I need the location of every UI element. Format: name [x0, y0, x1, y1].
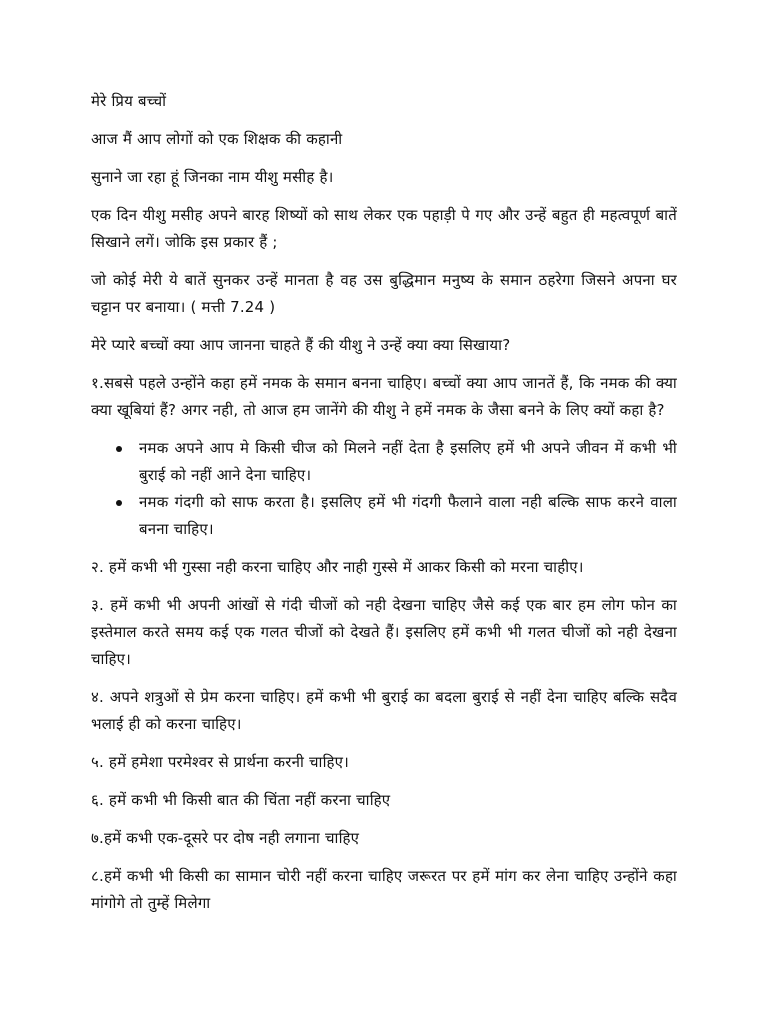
list-item — [91, 435, 677, 489]
paragraph-point-5: ५. हमें हमेशा परमेश्वर से प्रार्थना करनी चाहिए। — [91, 753, 350, 771]
paragraph-intro-continued: सुनाने जा रहा हूं जिनका नाम यीशु मसीह है। — [91, 168, 334, 186]
paragraph-scripture-quote: जो कोई मेरी ये बातें सुनकर उन्हें मानता है वह उस बुद्धिमान मनुष्य के समान ठहरेगा जिसने अपना घर चट्टान पर बनाया। ( मत्ती 7.24 ) — [91, 271, 677, 316]
paragraph-point-3: ३. हमें कभी भी अपनी आंखों से गंदी चीजों को नही देखना चाहिए जैसे कई एक बार हम लोग फोन का इस्तेमाल करते समय कई एक गलत चीजों को देखते हैं। इसलिए हमें कभी भी गलत चीजों को नही देखना चाहिए। — [91, 596, 677, 668]
bullet-text: नमक अपने आप मे किसी चीज को मिलने नहीं देता है इसलिए हमें भी अपने जीवन में कभी भी बुराई को नहीं आने देना चाहिए। — [139, 439, 677, 484]
paragraph-question: मेरे प्यारे बच्चों क्या आप जानना चाहते हैं की यीशु ने उन्हें क्या क्या सिखाया? — [91, 336, 511, 354]
paragraph-greeting: मेरे प्रिय बच्चों — [91, 92, 167, 110]
paragraph-story: एक दिन यीशु मसीह अपने बारह शिष्यों को साथ लेकर एक पहाड़ी पे गए और उन्हें बहुत ही महत्वपूर्ण बातें सिखाने लगें। जोकि इस प्रकार हैं ; — [91, 206, 677, 251]
salt-bullet-list — [91, 435, 677, 543]
paragraph-point-8: ८.हमें कभी भी किसी का सामान चोरी नहीं करना चाहिए जरूरत पर हमें मांग कर लेना चाहिए उन्होंने कहा मांगोगे तो तुम्हें मिलेगा — [91, 867, 677, 912]
document-page — [91, 88, 677, 928]
paragraph-intro: आज मैं आप लोगों को एक शिक्षक की कहानी — [91, 130, 343, 148]
paragraph-point-7: ७.हमें कभी एक-दूसरे पर दोष नही लगाना चाहिए — [91, 829, 360, 847]
bullet-icon — [116, 500, 122, 506]
paragraph-point-2: २. हमें कभी भी गुस्सा नही करना चाहिए और नाही गुस्से में आकर किसी को मरना चाहीए। — [91, 558, 584, 576]
bullet-text: नमक गंदगी को साफ करता है। इसलिए हमें भी गंदगी फैलाने वाला नही बल्कि साफ करने वाला बनना चाहिए। — [139, 493, 677, 538]
bullet-icon — [116, 446, 122, 452]
list-item — [91, 489, 677, 543]
paragraph-point-1: १.सबसे पहले उन्होंने कहा हमें नमक के समान बनना चाहिए। बच्चों क्या आप जानतें हैं, कि नमक की क्या क्या खूबियां हैं? अगर नही, तो आज हम जानेंगे की यीशु ने हमें नमक के जैसा बनने के लिए क्यों कहा है? — [91, 374, 677, 419]
paragraph-point-6: ६. हमें कभी भी किसी बात की चिंता नहीं करना चाहिए — [91, 791, 391, 809]
paragraph-point-4: ४. अपने शत्रुओं से प्रेम करना चाहिए। हमें कभी भी बुराई का बदला बुराई से नहीं देना चाहिए बल्कि सदैव भलाई ही को करना चाहिए। — [91, 688, 677, 733]
